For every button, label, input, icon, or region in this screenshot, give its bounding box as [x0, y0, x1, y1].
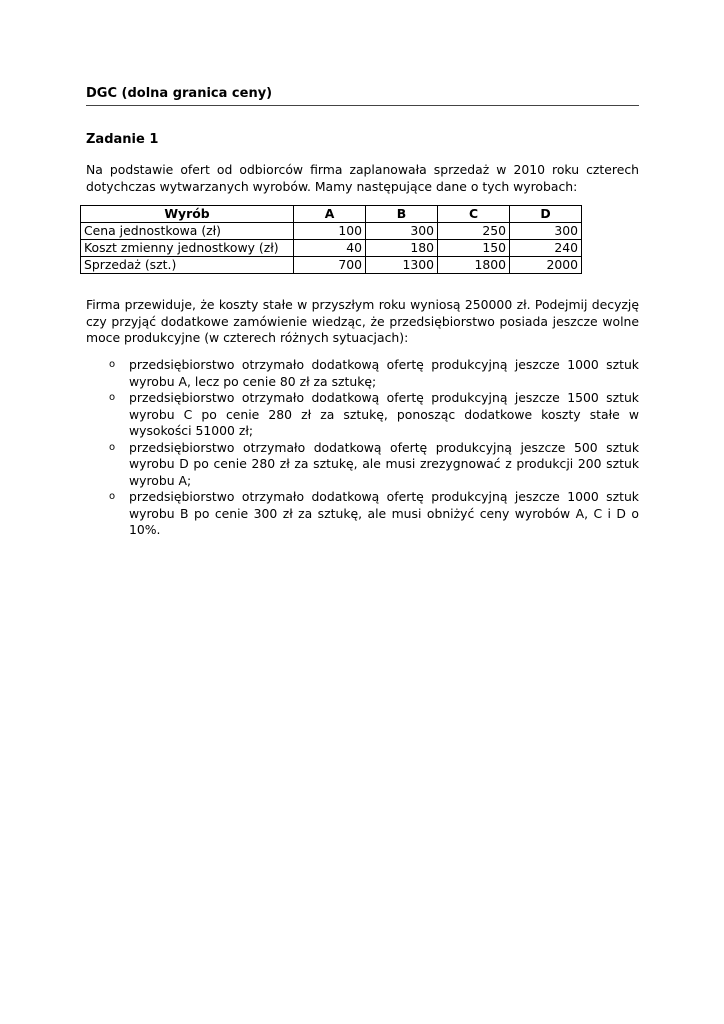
- table-header-row: [81, 206, 582, 223]
- task-title: Zadanie 1: [86, 132, 159, 147]
- list-item: [86, 489, 639, 539]
- table-cell: 700: [294, 257, 366, 274]
- list-item: [86, 440, 639, 490]
- cases-list: [86, 357, 639, 539]
- row-label: Sprzedaż (szt.): [81, 257, 294, 274]
- task-intro: Na podstawie ofert od odbiorców firma zaplanowała sprzedaż w 2010 roku czterech dotychczas wytwarzanych wyrobów. Mamy następujące dane o tych wyrobach:: [86, 162, 639, 194]
- table-cell: 2000: [510, 257, 582, 274]
- list-item-text: przedsiębiorstwo otrzymało dodatkową ofertę produkcyjną jeszcze 1000 sztuk wyrobu B po cenie 300 zł za sztukę, ale musi obniżyć ceny wyrobów A, C i D o 10%.: [129, 489, 639, 537]
- table-cell: 300: [366, 223, 438, 240]
- row-label: Koszt zmienny jednostkowy (zł): [81, 240, 294, 257]
- situation-paragraph: Firma przewiduje, że koszty stałe w przyszłym roku wyniosą 250000 zł. Podejmij decyzję czy przyjąć dodatkowe zamówienie wiedząc, że przedsiębiorstwo posiada jeszcze wolne moce produkcyjne (w czterech różnych sytuacjach):: [86, 297, 639, 345]
- products-table: [80, 205, 582, 274]
- row-label: Cena jednostkowa (zł): [81, 223, 294, 240]
- circle-bullet-icon: o: [109, 491, 116, 502]
- table-header-cell: Wyrób: [81, 206, 294, 223]
- table-cell: 100: [294, 223, 366, 240]
- list-item: [86, 357, 639, 390]
- table-header-cell: A: [294, 206, 366, 223]
- table-header-cell: D: [510, 206, 582, 223]
- table-row: [81, 240, 582, 257]
- table-cell: 250: [438, 223, 510, 240]
- table-cell: 1800: [438, 257, 510, 274]
- table-cell: 240: [510, 240, 582, 257]
- list-item: [86, 390, 639, 440]
- circle-bullet-icon: o: [109, 359, 116, 370]
- table-header-cell: B: [366, 206, 438, 223]
- table-cell: 300: [510, 223, 582, 240]
- table-row: [81, 257, 582, 274]
- table-cell: 1300: [366, 257, 438, 274]
- table-row: [81, 223, 582, 240]
- circle-bullet-icon: o: [109, 392, 116, 403]
- table-header-cell: C: [438, 206, 510, 223]
- list-item-text: przedsiębiorstwo otrzymało dodatkową ofertę produkcyjną jeszcze 1000 sztuk wyrobu A, lecz po cenie 80 zł za sztukę;: [129, 357, 639, 389]
- table-cell: 150: [438, 240, 510, 257]
- table-cell: 40: [294, 240, 366, 257]
- table-cell: 180: [366, 240, 438, 257]
- list-item-text: przedsiębiorstwo otrzymało dodatkową ofertę produkcyjną jeszcze 1500 sztuk wyrobu C po cenie 280 zł za sztukę, ponosząc dodatkowe koszty stałe w wysokości 51000 zł;: [129, 390, 639, 438]
- list-item-text: przedsiębiorstwo otrzymało dodatkową ofertę produkcyjną jeszcze 500 sztuk wyrobu D po cenie 280 zł za sztukę, ale musi zrezygnować z produkcji 200 sztuk wyrobu A;: [129, 439, 639, 488]
- circle-bullet-icon: o: [109, 441, 116, 453]
- document-title: DGC (dolna granica ceny): [86, 86, 639, 106]
